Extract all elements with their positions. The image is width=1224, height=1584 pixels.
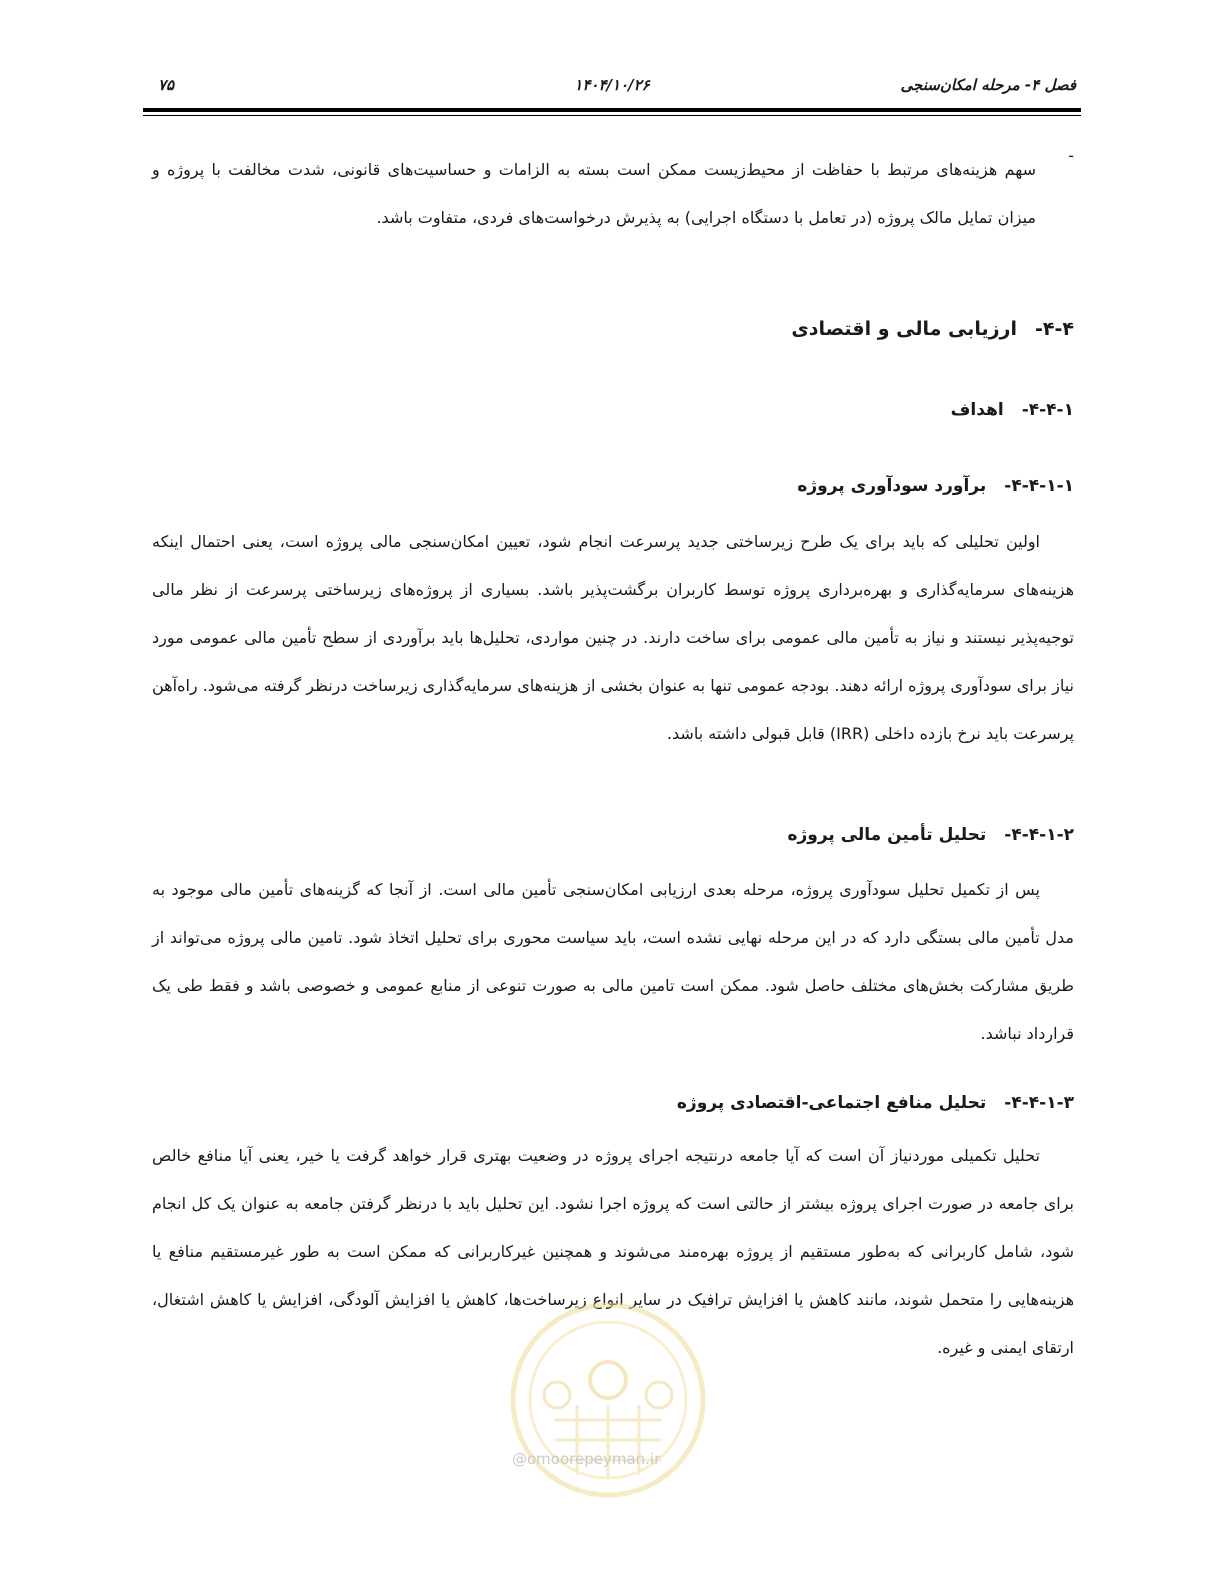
page-number: ۷۵ <box>158 76 175 94</box>
subsection-number: ۴-۴-۱- <box>1021 400 1074 420</box>
chapter-title: فصل ۴- مرحله امکان‌سنجی <box>900 76 1076 94</box>
heading-title: تحلیل منافع اجتماعی-اقتصادی پروژه <box>676 1093 987 1113</box>
heading-number: ۴-۴-۱-۲- <box>1004 825 1074 845</box>
subsection-heading-goals <box>951 400 1074 420</box>
subsection-title: اهداف <box>950 400 1004 420</box>
page-header <box>148 76 1076 102</box>
header-date: ۱۴۰۴/۱۰/۲۶ <box>574 76 650 94</box>
section-title: ارزیابی مالی و اقتصادی <box>791 318 1018 340</box>
paragraph-socioeconomic: تحلیل تکمیلی موردنیاز آن است که آیا جامعه درنتیجه اجرای پروژه در وضعیت بهتری قرار خواهد گرفت یا خیر، یعنی آیا منافع خالص برای جامعه در صورت اجرای پروژه بیشتر از حالتی است که پروژه اجرا نشود. این تحلیل باید با درنظر گرفتن جامعه به عنوان یک کل انجام شود، شامل کاربرانی که به‌طور مستقیم از پروژه بهره‌مند می‌شوند و همچنین غیرکاربرانی که ممکن است به طور غیرمستقیم منافع یا هزینه‌هایی را متحمل شوند، مانند کاهش یا افزایش ترافیک در سایر انواع زیرساخت‌ها، کاهش یا افزایش آلودگی، افزایش یا کاهش اشتغال، ارتقای ایمنی و غیره. <box>152 1146 1074 1357</box>
heading-title: برآورد سودآوری پروژه <box>797 476 987 496</box>
header-rule-thin <box>143 115 1081 116</box>
heading-number: ۴-۴-۱-۳- <box>1004 1093 1074 1113</box>
watermark-logo <box>497 1300 719 1510</box>
watermark-text: @omoorepeyman.ir <box>512 1450 661 1468</box>
header-rule-thick <box>143 108 1081 112</box>
heading-financing <box>787 825 1074 845</box>
heading-socioeconomic <box>677 1093 1074 1113</box>
heading-number: ۴-۴-۱-۱- <box>1004 476 1074 496</box>
bullet-item <box>152 146 1074 242</box>
heading-title: تحلیل تأمین مالی پروژه <box>787 825 987 845</box>
heading-profitability <box>797 476 1074 496</box>
paragraph-profitability: اولین تحلیلی که باید برای یک طرح زیرساختی جدید پرسرعت انجام شود، تعیین امکان‌سنجی مالی پروژه است، یعنی احتمال اینکه هزینه‌های سرمایه‌گذاری و بهره‌برداری پروژه توسط کاربران برگشت‌پذیر باشد. بسیاری از پروژه‌های زیرساختی پرسرعت از نظر مالی توجیه‌پذیر نیستند و نیاز به تأمین مالی عمومی برای ساخت دارند. در چنین مواردی، تحلیل‌ها باید برآوردی از سطح تأمین مالی عمومی مورد نیاز برای سودآوری پروژه ارائه دهند. بودجه عمومی تنها به عنوان بخشی از هزینه‌های سرمایه‌گذاری زیرساخت درنظر گرفته می‌شود. راه‌آهن پرسرعت باید نرخ بازده داخلی (IRR) قابل قبولی داشته باشد. <box>152 532 1074 743</box>
bullet-text: سهم هزینه‌های مرتبط با حفاظت از محیط‌زیست ممکن است بسته به الزامات و حساسیت‌های قانونی، شدت مخالفت با پروژه و میزان تمایل مالک پروژه (در تعامل با دستگاه اجرایی) به پذیرش درخواست‌های فردی، متفاوت باشد. <box>152 160 1036 227</box>
paragraph-financing: پس از تکمیل تحلیل سودآوری پروژه، مرحله بعدی ارزیابی امکان‌سنجی تأمین مالی است. از آنجا که گزینه‌های تأمین مالی موجود به مدل تأمین مالی بستگی دارد که در این مرحله نهایی نشده است، باید سیاست محوری برای تحلیل اتخاذ شود. تامین مالی پروژه می‌تواند از طریق مشارکت بخش‌های مختلف حاصل شود. ممکن است تامین مالی به صورت تنوعی از منابع عمومی و خصوصی باشد و فقط طی یک قرارداد نباشد. <box>152 880 1074 1043</box>
section-number: ۴-۴- <box>1035 318 1074 340</box>
section-heading <box>791 318 1074 340</box>
bullet-marker: - <box>1068 146 1074 165</box>
